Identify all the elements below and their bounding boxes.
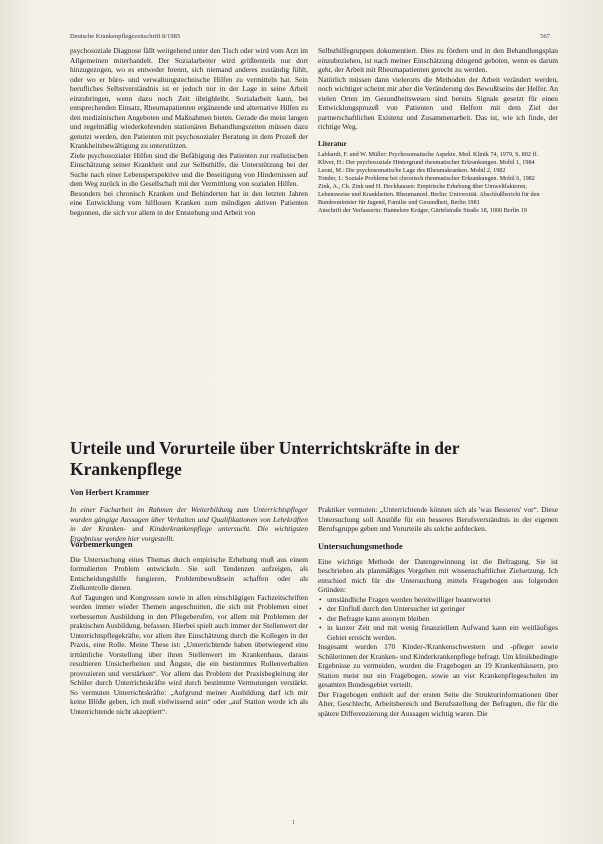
references-heading: Literatur: [318, 139, 347, 148]
previous-article-left-column: [70, 46, 308, 217]
article-title: Urteile und Vorurteile über Unterrichtskräfte in der Krankenpflege: [70, 438, 460, 479]
page-number: 567: [540, 33, 550, 40]
paragraph: Besonders bei chronisch Kranken und Behinderten hat in den letzten Jahren eine Entwicklung vom hilflosen Kranken zum mündigen aktiven Patienten begonnen, die sich vor allem in der Entstehung und Arbeit von: [70, 188, 308, 217]
journal-name: Deutsche Krankenpflegezeitschrift 8/1985: [70, 33, 181, 40]
reference-item: Tonder, I.: Soziale Probleme bei chronisch rheumatischer Erkrankungen. Mobil 6, 1982: [318, 175, 535, 182]
list-item: • der Befragte kann anonym bleiben: [327, 614, 558, 624]
paragraph: Ziele psychosozialer Hilfen sind die Befähigung des Patienten zur realistischen Einschätzung seiner Krankheit und zur Selbsthilfe, die Unterstützung bei der Suche nach einer Lebensperspektive und die Beseitigung von Hindernissen auf dem Weg zurück in die Gesellschaft mit der Vermittlung von sozialen Hilfen.: [70, 150, 308, 188]
article-lead-right: Praktiker vermuten: „Unterrichtende können sich als 'was Besseres' vor“. Diese Untersuchung soll Anstöße für ein besseres Berufsverständnis in der eigenen Berufsgruppe geben und Vorurteile als solche aufdecken.: [318, 505, 558, 533]
paragraph: Der Fragebogen enthielt auf der ersten Seite die Strukturinformationen über Alter, Geschlecht, Arbeitsbereich und Berufsstellung der Befragten, die für die spätere Differenzierung der Aussagen wichtig waren. Die: [318, 689, 558, 718]
article-author: Von Herbert Krammer: [70, 488, 150, 497]
running-head: [70, 33, 550, 40]
section-heading: Untersuchungsmethode: [318, 542, 403, 551]
list-item: • der Einfluß durch den Untersucher ist geringer: [327, 604, 558, 614]
reference-item: Zink, A., Ch. Zink und H. Heckhausen: Empirische Erhebung über Umweltfaktoren, Lebensweise und Krankheiten. Rheumamed. Berlin: Universität. Abschlußbericht für den Bundesminister für Jugend, Familie und Gesundheit, Berlin 1981: [318, 183, 540, 206]
paragraph: Die Untersuchung eines Themas durch empirische Erhebung muß aus einem formulierten Problem entwickeln. Sie soll Tendenzen aufzeigen, als Entscheidungshilfe fungieren, Problembewußtsein schaffen oder als Zielkontrolle dienen.: [70, 554, 308, 592]
author-address: Anschrift der Verfasserin: Hannelore Krüger, Gürtelstraße Straße 18, 1000 Berlin 19: [318, 207, 527, 214]
list-item: • umständliche Fragen werden bereitwilliger beantwortet: [327, 595, 558, 605]
paragraph: Insgesamt wurden 170 Kinder-/Krankenschwestern und -pfleger sowie Schülerinnen der Kranken- und Kinderkrankenpflege befragt. Um klinikbedingte Ergebnisse zu vermeiden, wurden die Fragebogen an 19 Krankenhäusern, pro Station meist nur ein Fragebogen, sowie an vier Krankenpflegeschulen im gesamten Bundesgebiet verteilt.: [318, 642, 558, 689]
reference-item: Labhardt, F. und W. Müller: Psychosomatische Aspekte. Med. Klinik 74, 1979, S. 802 ff.: [318, 151, 539, 158]
article-lead-italic: In einer Facharbeit im Rahmen der Weiterbildung zum Unterrichtspfleger wurden gängige Aussagen über Verhalten und Qualifikationen von Lehrkräften in der Kranken- und Kinderkrankenpflege untersucht. Die wichtigsten Ergebnisse werden hier vorgestellt.: [70, 505, 308, 543]
list-item: • in kurzer Zeit und mit wenig finanziellem Aufwand kann ein weitläufiges Gebiet erreicht werden.: [327, 623, 558, 642]
article-right-column: [318, 542, 558, 718]
paragraph: psychosoziale Diagnose fällt weitgehend unter den Tisch oder wird vom Arzt im Allgemeinen miterhandelt. Der Sozialarbeiter wird größtenteils nur dort hinzugezogen, wo es entweder brennt, sich niemand anderes zuständig fühlt, oder wo er büro- und verwaltungstechnische Hilfen zu vermitteln hat. Sein berufliches Selbstverständnis ist er jedoch nur in der Lage in seine Arbeit einzubringen, wenn dazu noch Zeit übrigbleibt. Sozialarbeit kann, bei entsprechenden Einsatz, Rheumapatienten ergänzende und alternative Hilfen zu den medizinischen Angeboten und Maßnahmen bieten. Gerade die meist langen und regelmäßig wiederkehrenden stationären Behandlungszeiten müssen dazu genutzt werden, den Patienten mit psychosozialer Beratung in dem Prozeß der Krankheitsbewältigung zu unterstützen.: [70, 46, 308, 150]
reasons-list: [318, 595, 558, 643]
reference-item: Kliver, H.: Der psychosoziale Hintergrund rheumatischer Erkrankungen. Mobil 1, 1984: [318, 159, 535, 166]
previous-article-right-column: [318, 46, 558, 215]
paragraph: Natürlich müssen dann vielerorts die Methoden der Arbeit verändert werden, noch wichtiger scheint mir aber die Veränderung des Bewußtseins der Helfer. An vielen Orten im Gesundheitswesen sind bereits Signale gesetzt für einen Entwicklungsprozeß von Patienten und Helfern mit dem Ziel der partnerschaftlichen Existenz und Zusammenarbeit. Das ist, wie ich finde, der richtige Weg.: [318, 74, 558, 131]
paragraph: Selbsthilfegruppen dokumentiert. Dies zu fördern und in den Behandlungsplan einzubeziehen, ist nach meiner Einschätzung dringend geboten, wenn es darum geht, der Arbeit mit Rheumapatienten gerecht zu werden.: [318, 46, 558, 74]
reference-item: Leoni, M.: Die psychosomatische Lage des Rheumakranken. Mobil 2, 1982: [318, 167, 506, 174]
article-left-column: [70, 540, 308, 716]
footer-mark: 1: [292, 820, 295, 826]
paragraph: Auf Tagungen und Kongressen sowie in allen einschlägigen Fachzeitschriften werden immer wieder Themen angeschnitten, die sich mit Problemen einer verbesserten Ausbildung in den Pflegeberufen, vor allem mit Problemen der praktischen Ausbildung, befassen. Hierbei spielt auch immer der Stellenwert der Unterrichtspflegekräfte, vor allem ihre Einschätzung durch die Kollegen in der Praxis, eine Rolle. Meine These ist: „Unterrichtende haben überwiegend eine irrtümliche Vorstellung über ihren Stellenwert im Krankenhaus, daraus resultieren Unsicherheiten und Ängste, die ein bestimmtes Rollenverhalten provozieren und verstärken“. Vor allem das Problem der Praxisbegleitung der Schüler durch Unterrichtskräfte wird durch bestimmte Vermutungen verstärkt. So vermuten Unterrichtskräfte: „Aufgrund meiner Ausbildung darf ich mir keine Blöße geben, ich muß vielwissend sein“ oder „auf Station werde ich als Unterrichtende nicht akzeptiert“.: [70, 592, 308, 716]
section-heading: Vorbemerkungen: [70, 540, 133, 549]
paragraph: Eine wichtige Methode der Datengewinnung ist die Befragung. Sie ist beschrieben als planmäßiges Vorgehen mit wissenschaftlicher Zielsetzung. Ich entschied mich für die Untersuchung mittels Fragebogen aus folgenden Gründen:: [318, 556, 558, 594]
